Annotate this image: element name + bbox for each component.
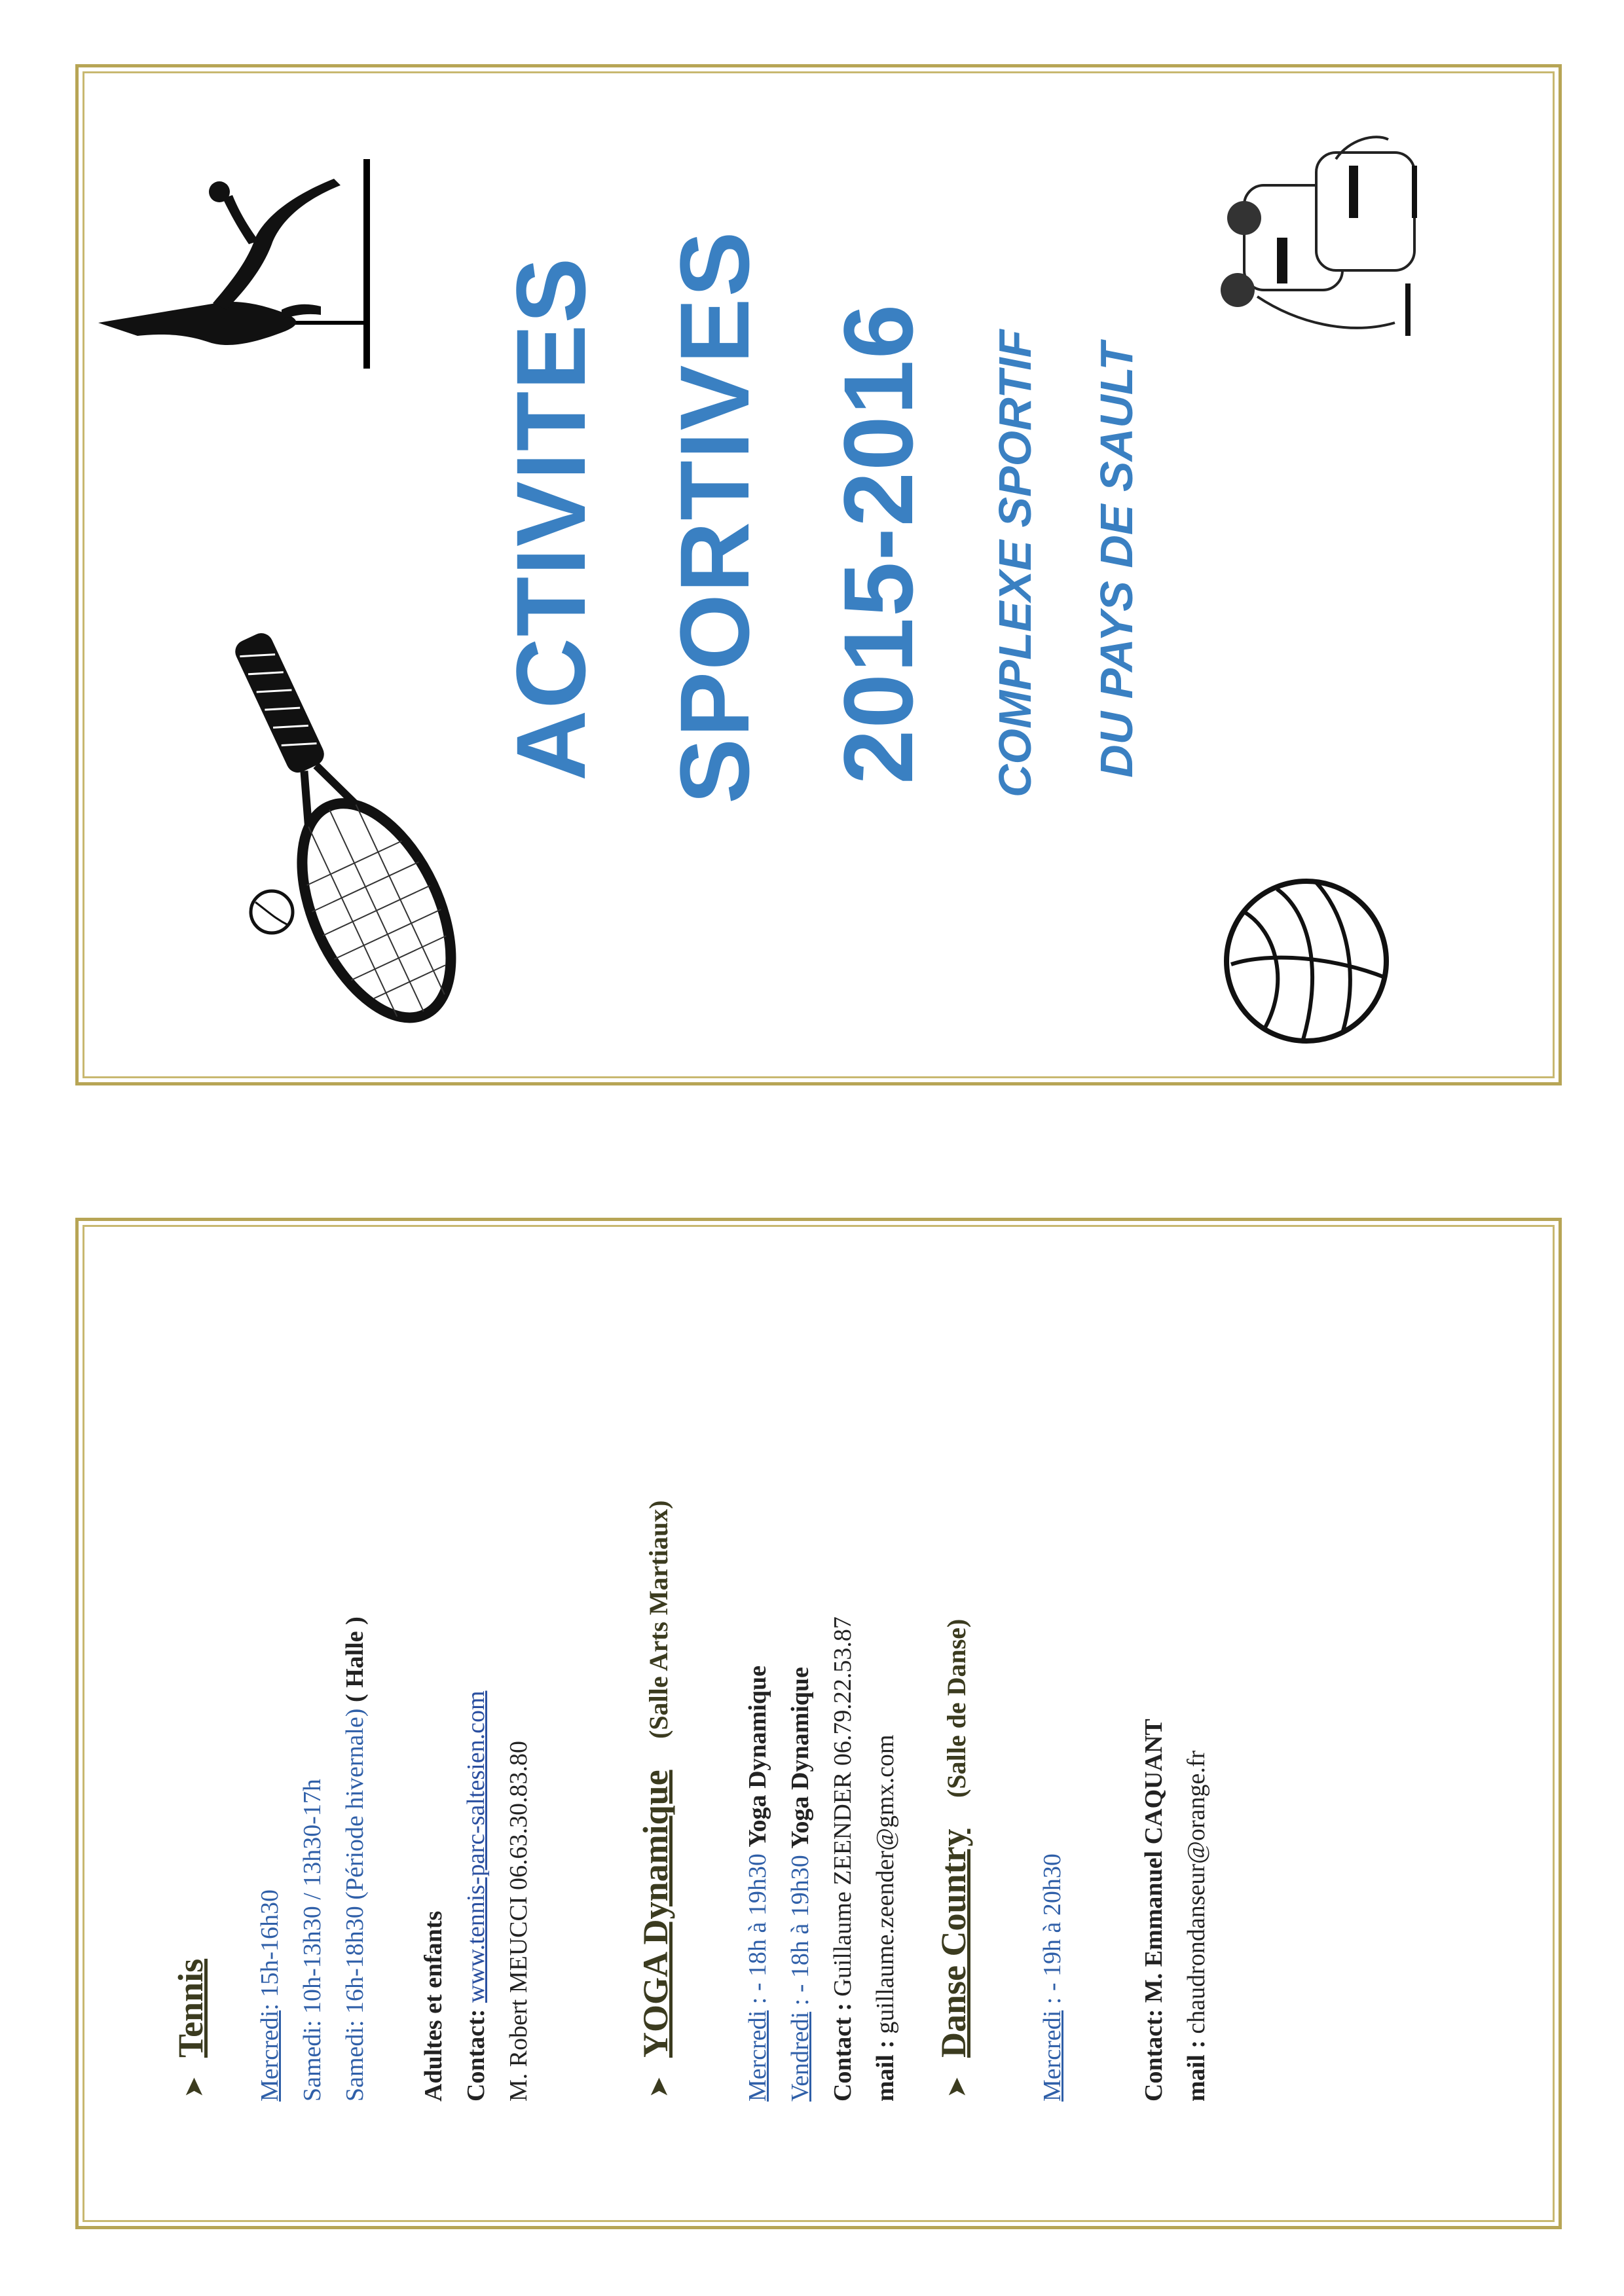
danse-contact bbox=[1139, 1719, 1168, 2102]
tennis-halle: ( Halle ) bbox=[341, 1616, 369, 1703]
yoga-line2 bbox=[786, 1667, 815, 2102]
tennis-samedi2-text: Samedi: 16h-18h30 (Période hivernale) bbox=[341, 1708, 369, 2102]
danse-mail bbox=[1182, 1751, 1211, 2102]
yoga-contact-label: Contact : bbox=[829, 2003, 857, 2102]
danse-line1 bbox=[1038, 1853, 1067, 2102]
yoga-contact-value: Guillaume ZEENDER 06.79.22.53.87 bbox=[829, 1616, 857, 2003]
yoga-line2-time: : - 18h à 19h30 bbox=[786, 1848, 814, 2012]
cover-title-line2: SPORTIVES bbox=[659, 230, 769, 804]
yoga-title: YOGA Dynamique bbox=[636, 1770, 675, 2058]
yoga-place: (Salle Arts Martiaux) bbox=[644, 1500, 673, 1739]
yoga-line1 bbox=[743, 1666, 772, 2102]
danse-contact-value: M. Emmanuel CAQUANT bbox=[1140, 1719, 1168, 2003]
cover-subtitle-line1: COMPLEXE SPORTIF bbox=[989, 329, 1041, 797]
tennis-contact bbox=[462, 1690, 490, 2102]
arrow-bullet-icon: ➤ bbox=[942, 2076, 971, 2098]
tennis-contact-person: M. Robert MEUCCI 06.63.30.83.80 bbox=[505, 1741, 532, 2102]
yoga-line2-day: Vendredi bbox=[786, 2011, 814, 2102]
yoga-mail-value[interactable]: guillaume.zeender@gmx.com bbox=[872, 1734, 899, 2041]
yoga-line1-day: Mercredi bbox=[744, 2010, 771, 2102]
tennis-mercredi-label: Mercredi bbox=[256, 2010, 284, 2102]
yoga-mail bbox=[871, 1735, 900, 2102]
yoga-heading bbox=[635, 1501, 676, 2098]
yoga-line1-activity: Yoga Dynamique bbox=[744, 1666, 771, 1848]
info-panel bbox=[75, 1218, 1562, 2229]
tennis-public: Adultes et enfants bbox=[420, 1910, 447, 2102]
tennis-heading bbox=[170, 1959, 211, 2098]
tennis-samedi1: Samedi: 10h-13h30 / 13h30-17h bbox=[299, 1779, 326, 2102]
tennis-contact-label: Contact: bbox=[462, 2009, 490, 2102]
danse-heading bbox=[933, 1619, 974, 2098]
tennis-mercredi-time: : 15h-16h30 bbox=[256, 1889, 284, 2011]
danse-contact-label: Contact: bbox=[1140, 2003, 1168, 2102]
danse-mail-label: mail : bbox=[1183, 2040, 1210, 2102]
tennis-racket-icon bbox=[210, 604, 471, 1063]
danse-place: (Salle de Danse) bbox=[942, 1618, 971, 1798]
tennis-mercredi bbox=[255, 1889, 284, 2102]
danse-time: : - 19h à 20h30 bbox=[1039, 1853, 1066, 2011]
arrow-bullet-icon: ➤ bbox=[644, 2076, 673, 2098]
cover-title-line3: 2015-2016 bbox=[823, 302, 933, 784]
yoga-mail-label: mail : bbox=[872, 2040, 899, 2102]
danse-day: Mercredi bbox=[1039, 2010, 1066, 2102]
arrow-bullet-icon: ➤ bbox=[179, 2076, 208, 2098]
cover-title-line1: ACTIVITES bbox=[496, 256, 606, 781]
tennis-contact-link[interactable]: www.tennis-parc-saltesien.com bbox=[462, 1690, 490, 2003]
yoga-line2-activity: Yoga Dynamique bbox=[786, 1667, 814, 1849]
danse-title: Danse Country bbox=[934, 1829, 973, 2058]
cover-panel bbox=[75, 64, 1562, 1085]
tennis-title: Tennis bbox=[171, 1958, 210, 2058]
yoga-contact bbox=[828, 1616, 857, 2102]
cover-subtitle-line2: DU PAYS DE SAULT bbox=[1091, 342, 1142, 778]
tennis-samedi2 bbox=[341, 1616, 369, 2102]
danse-mail-value[interactable]: chaudrondanseur@orange.fr bbox=[1183, 1750, 1210, 2041]
volleyball-icon bbox=[1218, 873, 1395, 1049]
yoga-line1-time: : - 18h à 19h30 bbox=[744, 1847, 771, 2011]
gymnast-icon bbox=[85, 107, 393, 395]
judo-icon bbox=[1218, 126, 1454, 362]
